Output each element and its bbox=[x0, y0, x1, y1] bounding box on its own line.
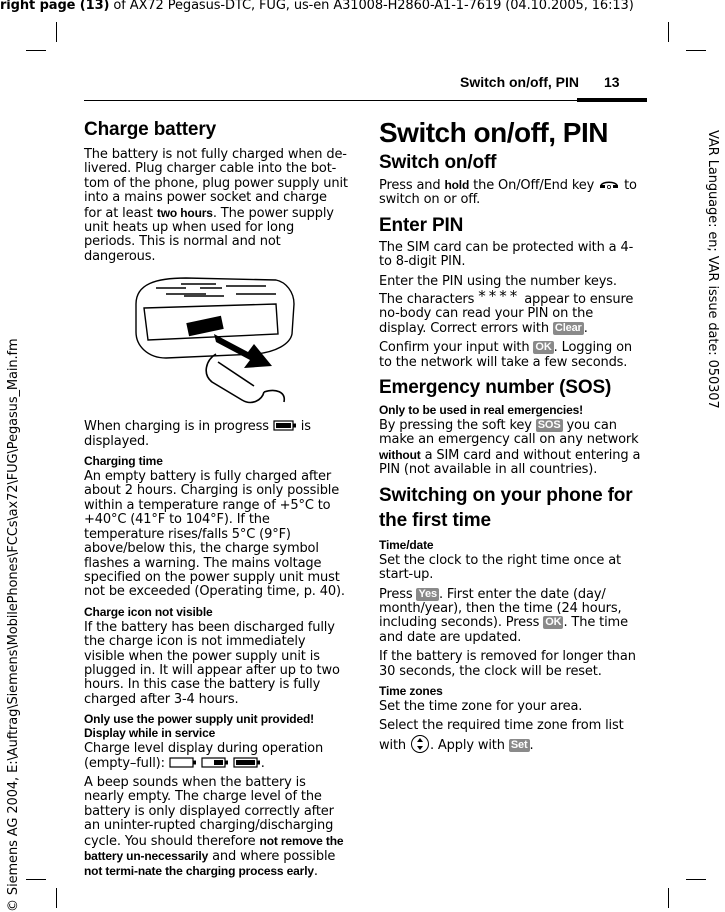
charge-battery-heading: Charge battery bbox=[84, 119, 216, 140]
ok-softkey-2: OK bbox=[545, 616, 562, 629]
first-time-heading: Switching on your phone for the first time bbox=[379, 484, 633, 531]
switch-on-off-title: Switch on/off, PIN bbox=[379, 117, 608, 148]
charging-progress: When charging is in progress is displayed. bbox=[84, 419, 311, 449]
page-number: 13 bbox=[604, 74, 620, 90]
charge-icon-text: If the battery has been discharged fully the charge icon is not immediately visible when the power supply unit is plugged in. It will appear after up to two hours. In this case the battery is fully charged after 3-4 hours. bbox=[84, 619, 340, 707]
zones-text-1: Set the time zone for your area. bbox=[379, 698, 583, 714]
right-column bbox=[379, 118, 643, 759]
zones-text-2: Select the required time zone from list with . Apply with Set . bbox=[379, 718, 624, 753]
power-supply-warning: Only use the power supply unit provided! bbox=[84, 712, 315, 727]
navigation-key-icon bbox=[410, 734, 430, 754]
charging-time-text: An empty battery is fully charged after about 2 hours. Charging is only possible within a temperature range of +5°C to +40°C (41°F to 104°F). If the temperature rises/falls 5°C (9°F) above/below this, the charge symbol flashes a warning. The mains voltage specified on the power supply unit must not be exceeded (Operating time, p. 40). bbox=[84, 469, 345, 600]
switch-on-off-heading: Switch on/off bbox=[379, 152, 497, 173]
pin-text-3: Confirm your input with OK . Logging on to the network will take a few seconds. bbox=[379, 340, 632, 370]
display-in-service-heading: Display while in service bbox=[84, 726, 216, 741]
charge-icon-heading: Charge icon not visible bbox=[84, 604, 213, 619]
battery-charging-icon bbox=[273, 420, 297, 431]
pin-stars: **** bbox=[478, 287, 521, 306]
time-zones-heading: Time zones bbox=[379, 683, 443, 698]
time-text-2: Press Yes . First enter the date (day/ month/year), then the time (24 hours, including seconds). Press OK . The time and date are updated. bbox=[379, 586, 628, 645]
phone-charger-icon bbox=[126, 274, 306, 410]
emergency-text: By pressing the soft key SOS you can make an emergency call on any network without a SIM card and without entering a PIN (not available in all countries). bbox=[379, 418, 641, 478]
set-softkey: Set bbox=[510, 738, 528, 751]
beep-warning-text: A beep sounds when the battery is nearly empty. The charge level of the battery is only displayed correctly after an uninter-rupted charging/discharging cycle. You should therefore not remove the battery un-necessarily and where possible not termi-nate the charging process early. bbox=[84, 774, 344, 880]
ok-softkey: OK bbox=[535, 341, 552, 354]
header-info: of AX72 Pegasus-DTC, FUG, us-en A31008-H2860-A1-1-7619 (04.10.2005, 16:13) bbox=[109, 0, 634, 13]
time-text-3: If the battery is removed for longer than 30 seconds, the clock will be reset. bbox=[379, 649, 636, 679]
charge-level-text: Charge level display during operation (empty–full): . bbox=[84, 741, 324, 771]
charging-time-heading: Charging time bbox=[84, 454, 163, 469]
emergency-warning: Only to be used in real emergencies! bbox=[379, 403, 584, 418]
end-key-icon bbox=[598, 178, 620, 190]
running-title: Switch on/off, PIN bbox=[460, 74, 579, 90]
emergency-heading: Emergency number (SOS) bbox=[379, 377, 612, 399]
sos-softkey: SOS bbox=[537, 419, 561, 432]
charger-illustration bbox=[126, 274, 348, 414]
enter-pin-heading: Enter PIN bbox=[379, 214, 464, 236]
charge-intro: The battery is not fully charged when de-livered. Plug charger cable into the bot-tom of the phone, plug power supply unit into a mains power socket and charge for at least two hours. The power supply unit heats up when used for long periods. This is normal and not dangerous. bbox=[84, 147, 348, 264]
clear-softkey: Clear bbox=[554, 321, 582, 334]
left-column bbox=[84, 118, 348, 885]
copyright-path: © Siemens AG 2004, E:\Auftrag\Siemens\MobilePhones\FCCs\ax72\FUG\Pegasus_Main.fm bbox=[6, 338, 21, 912]
battery-full-icon bbox=[233, 757, 261, 768]
time-text-1: Set the clock to the right time once at start-up. bbox=[379, 552, 621, 583]
switch-text: Press and hold the On/Off/End key to switch on or off. bbox=[379, 178, 637, 208]
time-date-heading: Time/date bbox=[379, 537, 434, 552]
var-info: VAR Language: en; VAR issue date: 050307 bbox=[705, 130, 720, 409]
pin-text-1: The SIM card can be protected with a 4- to 8-digit PIN. bbox=[379, 239, 634, 270]
print-header bbox=[0, 0, 634, 13]
pin-text-2: Enter the PIN using the number keys. The characters **** appear to ensure no-body can read your PIN on the display. Correct errors with Clear . bbox=[379, 273, 634, 336]
header-rule bbox=[84, 100, 647, 101]
page-label: right page (13) bbox=[0, 0, 110, 13]
page-number-bar bbox=[577, 98, 647, 102]
yes-softkey: Yes bbox=[418, 587, 437, 600]
battery-half-icon bbox=[201, 757, 229, 768]
battery-empty-icon bbox=[169, 757, 197, 768]
